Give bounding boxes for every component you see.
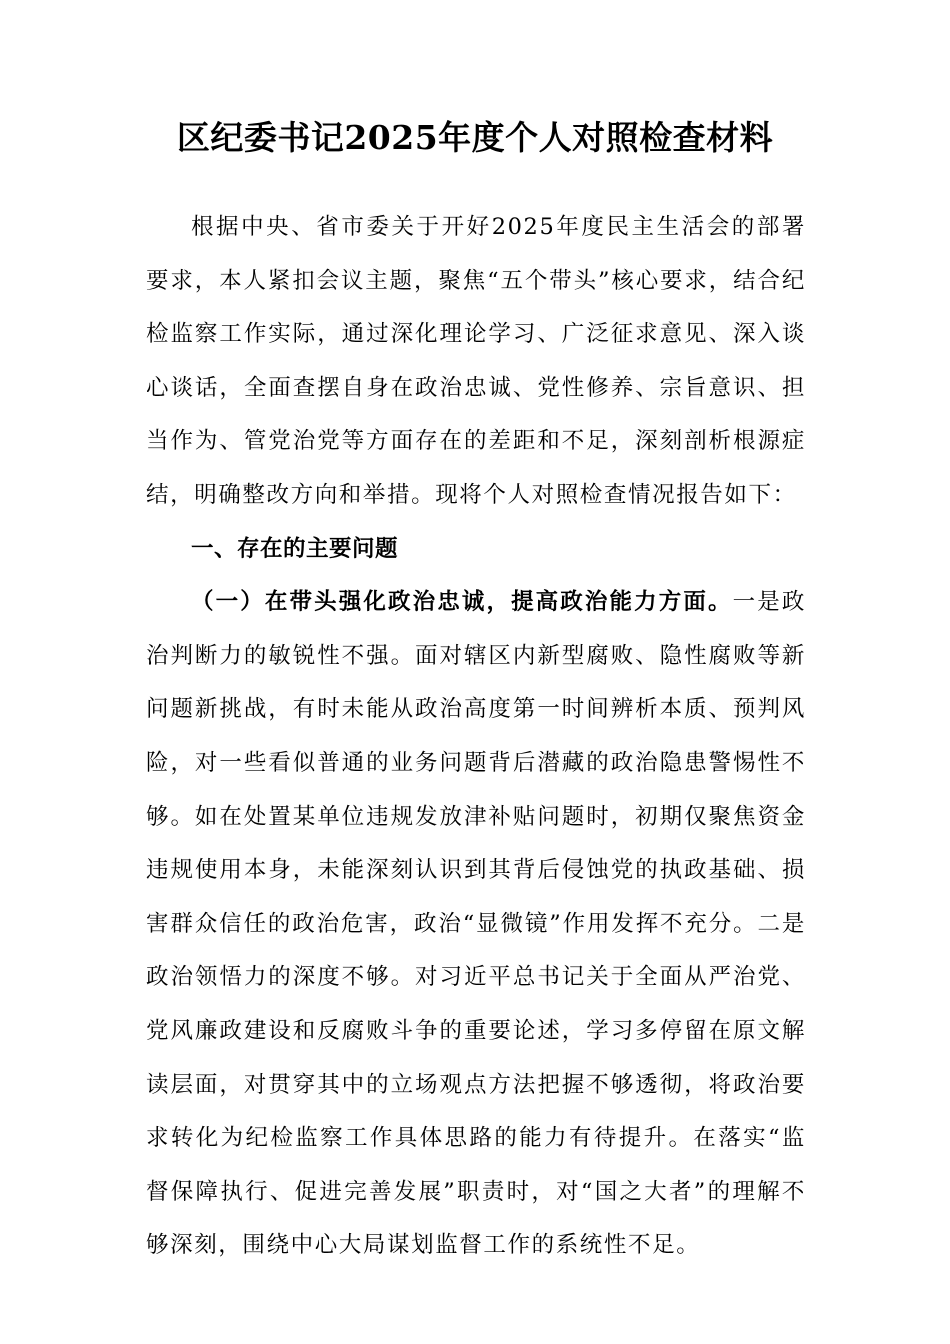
section-heading: 一、存在的主要问题 [191,535,399,562]
subsection-body: 一是政治判断力的敏锐性不强。面对辖区内新型腐败、隐性腐败等新问题新挑战，有时未能从政治高度第一时间辨析本质、预判风险，对一些看似普通的业务问题背后潜藏的政治隐患警惕性不够。如在处置某单位违规发放津补贴问题时，初期仅聚焦资金违规使用本身，未能深刻认识到其背后侵蚀党的执政基础、损害群众信任的政治危害，政治“显微镜”作用发挥不充分。二是政治领悟力的深度不够。对习近平总书记关于全面从严治党、党风廉政建设和反腐败斗争的重要论述，学习多停留在原文解读层面，对贯穿其中的立场观点方法把握不够透彻，将政治要求转化为纪检监察工作具体思路的能力有待提升。在落实“监督保障执行、促进完善发展”职责时，对“国之大者”的理解不够深刻，围绕中心大局谋划监督工作的系统性不足。 [146,589,806,1259]
document-body [146,201,806,1273]
subsection-lead: （一）在带头强化政治忠诚，提高政治能力方面。 [191,589,733,616]
document-title: 区纪委书记2025年度个人对照检查材料 [176,118,774,157]
intro-paragraph: 根据中央、省市委关于开好2025年度民主生活会的部署要求，本人紧扣会议主题，聚焦“五个带头”核心要求，结合纪检监察工作实际，通过深化理论学习、广泛征求意见、深入谈心谈话，全面查摆自身在政治忠诚、党性修养、宗旨意识、担当作为、管党治党等方面存在的差距和不足，深刻剖析根源症结，明确整改方向和举措。现将个人对照检查情况报告如下： [146,214,806,508]
subsection-paragraph [146,576,806,1273]
